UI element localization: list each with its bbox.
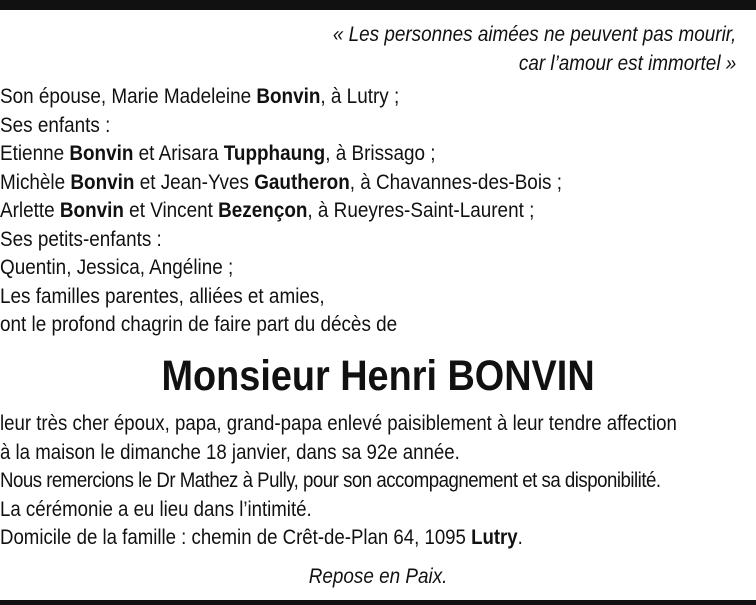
announcement-intro: ont le profond chagrin de faire part du décès de [0, 313, 398, 336]
spouse-location: , à Lutry ; [320, 85, 400, 108]
spouse-line [0, 83, 747, 112]
grandchildren-heading: Ses petits-enfants : [0, 227, 162, 251]
child-location: , à Brissago ; [325, 142, 436, 165]
partner-first-name: et Vincent [123, 199, 219, 222]
child-surname: Bonvin [59, 199, 124, 222]
child-first-name: Etienne [0, 142, 70, 165]
quote-line-1: « Les personnes aimées ne peuvent pas mourir, [332, 23, 736, 46]
partner-first-name: et Arisara [133, 142, 224, 165]
partner-surname: Gautheron [254, 170, 350, 194]
closing-line [0, 563, 756, 591]
closing-text: Repose en Paix. [308, 565, 448, 588]
spouse-surname: Bonvin [256, 85, 321, 108]
details-line-2: à la maison le dimanche 18 janvier, dans sa 92e année. [0, 440, 460, 464]
families-line: Les familles parentes, alliées et amies, [0, 284, 325, 308]
top-border [0, 0, 756, 10]
epigraph-quote [333, 20, 736, 78]
deceased-name-heading [0, 348, 756, 404]
child-surname: Bonvin [69, 142, 134, 165]
grandchildren-names: Quentin, Jessica, Angéline ; [0, 256, 234, 279]
quote-line-2: car l’amour est immortel » [518, 52, 736, 75]
child-first-name: Michèle [0, 170, 71, 194]
child-surname: Bonvin [70, 170, 135, 194]
partner-surname: Tupphaung [223, 142, 326, 165]
child-line [0, 197, 747, 226]
child-location: , à Chavannes-des-Bois ; [349, 170, 562, 194]
children-heading: Ses enfants : [0, 113, 111, 137]
deceased-name: Monsieur Henri BONVIN [161, 352, 595, 400]
details-domicile [0, 524, 754, 553]
bottom-border [0, 600, 756, 605]
details-block [0, 410, 754, 553]
child-location: , à Rueyres-Saint-Laurent ; [307, 199, 535, 222]
domicile-town: Lutry [471, 526, 518, 549]
family-list [0, 83, 747, 340]
partner-first-name: et Jean-Yves [134, 170, 255, 194]
details-thanks: Nous remercions le Dr Mathez à Pully, pour son accompagnement et sa disponibilité. [0, 469, 661, 492]
child-line [0, 140, 747, 169]
domicile-punct: . [517, 526, 523, 549]
domicile-address: Domicile de la famille : chemin de Crêt-de-Plan 64, 1095 [0, 526, 472, 549]
child-first-name: Arlette [0, 199, 60, 222]
partner-surname: Bezençon [218, 199, 308, 222]
details-line-1: leur très cher époux, papa, grand-papa enlevé paisiblement à leur tendre affection [0, 412, 677, 435]
details-ceremony: La cérémonie a eu lieu dans l’intimité. [0, 497, 312, 521]
spouse-text: Son épouse, Marie Madeleine [0, 85, 257, 108]
child-line [0, 169, 747, 198]
